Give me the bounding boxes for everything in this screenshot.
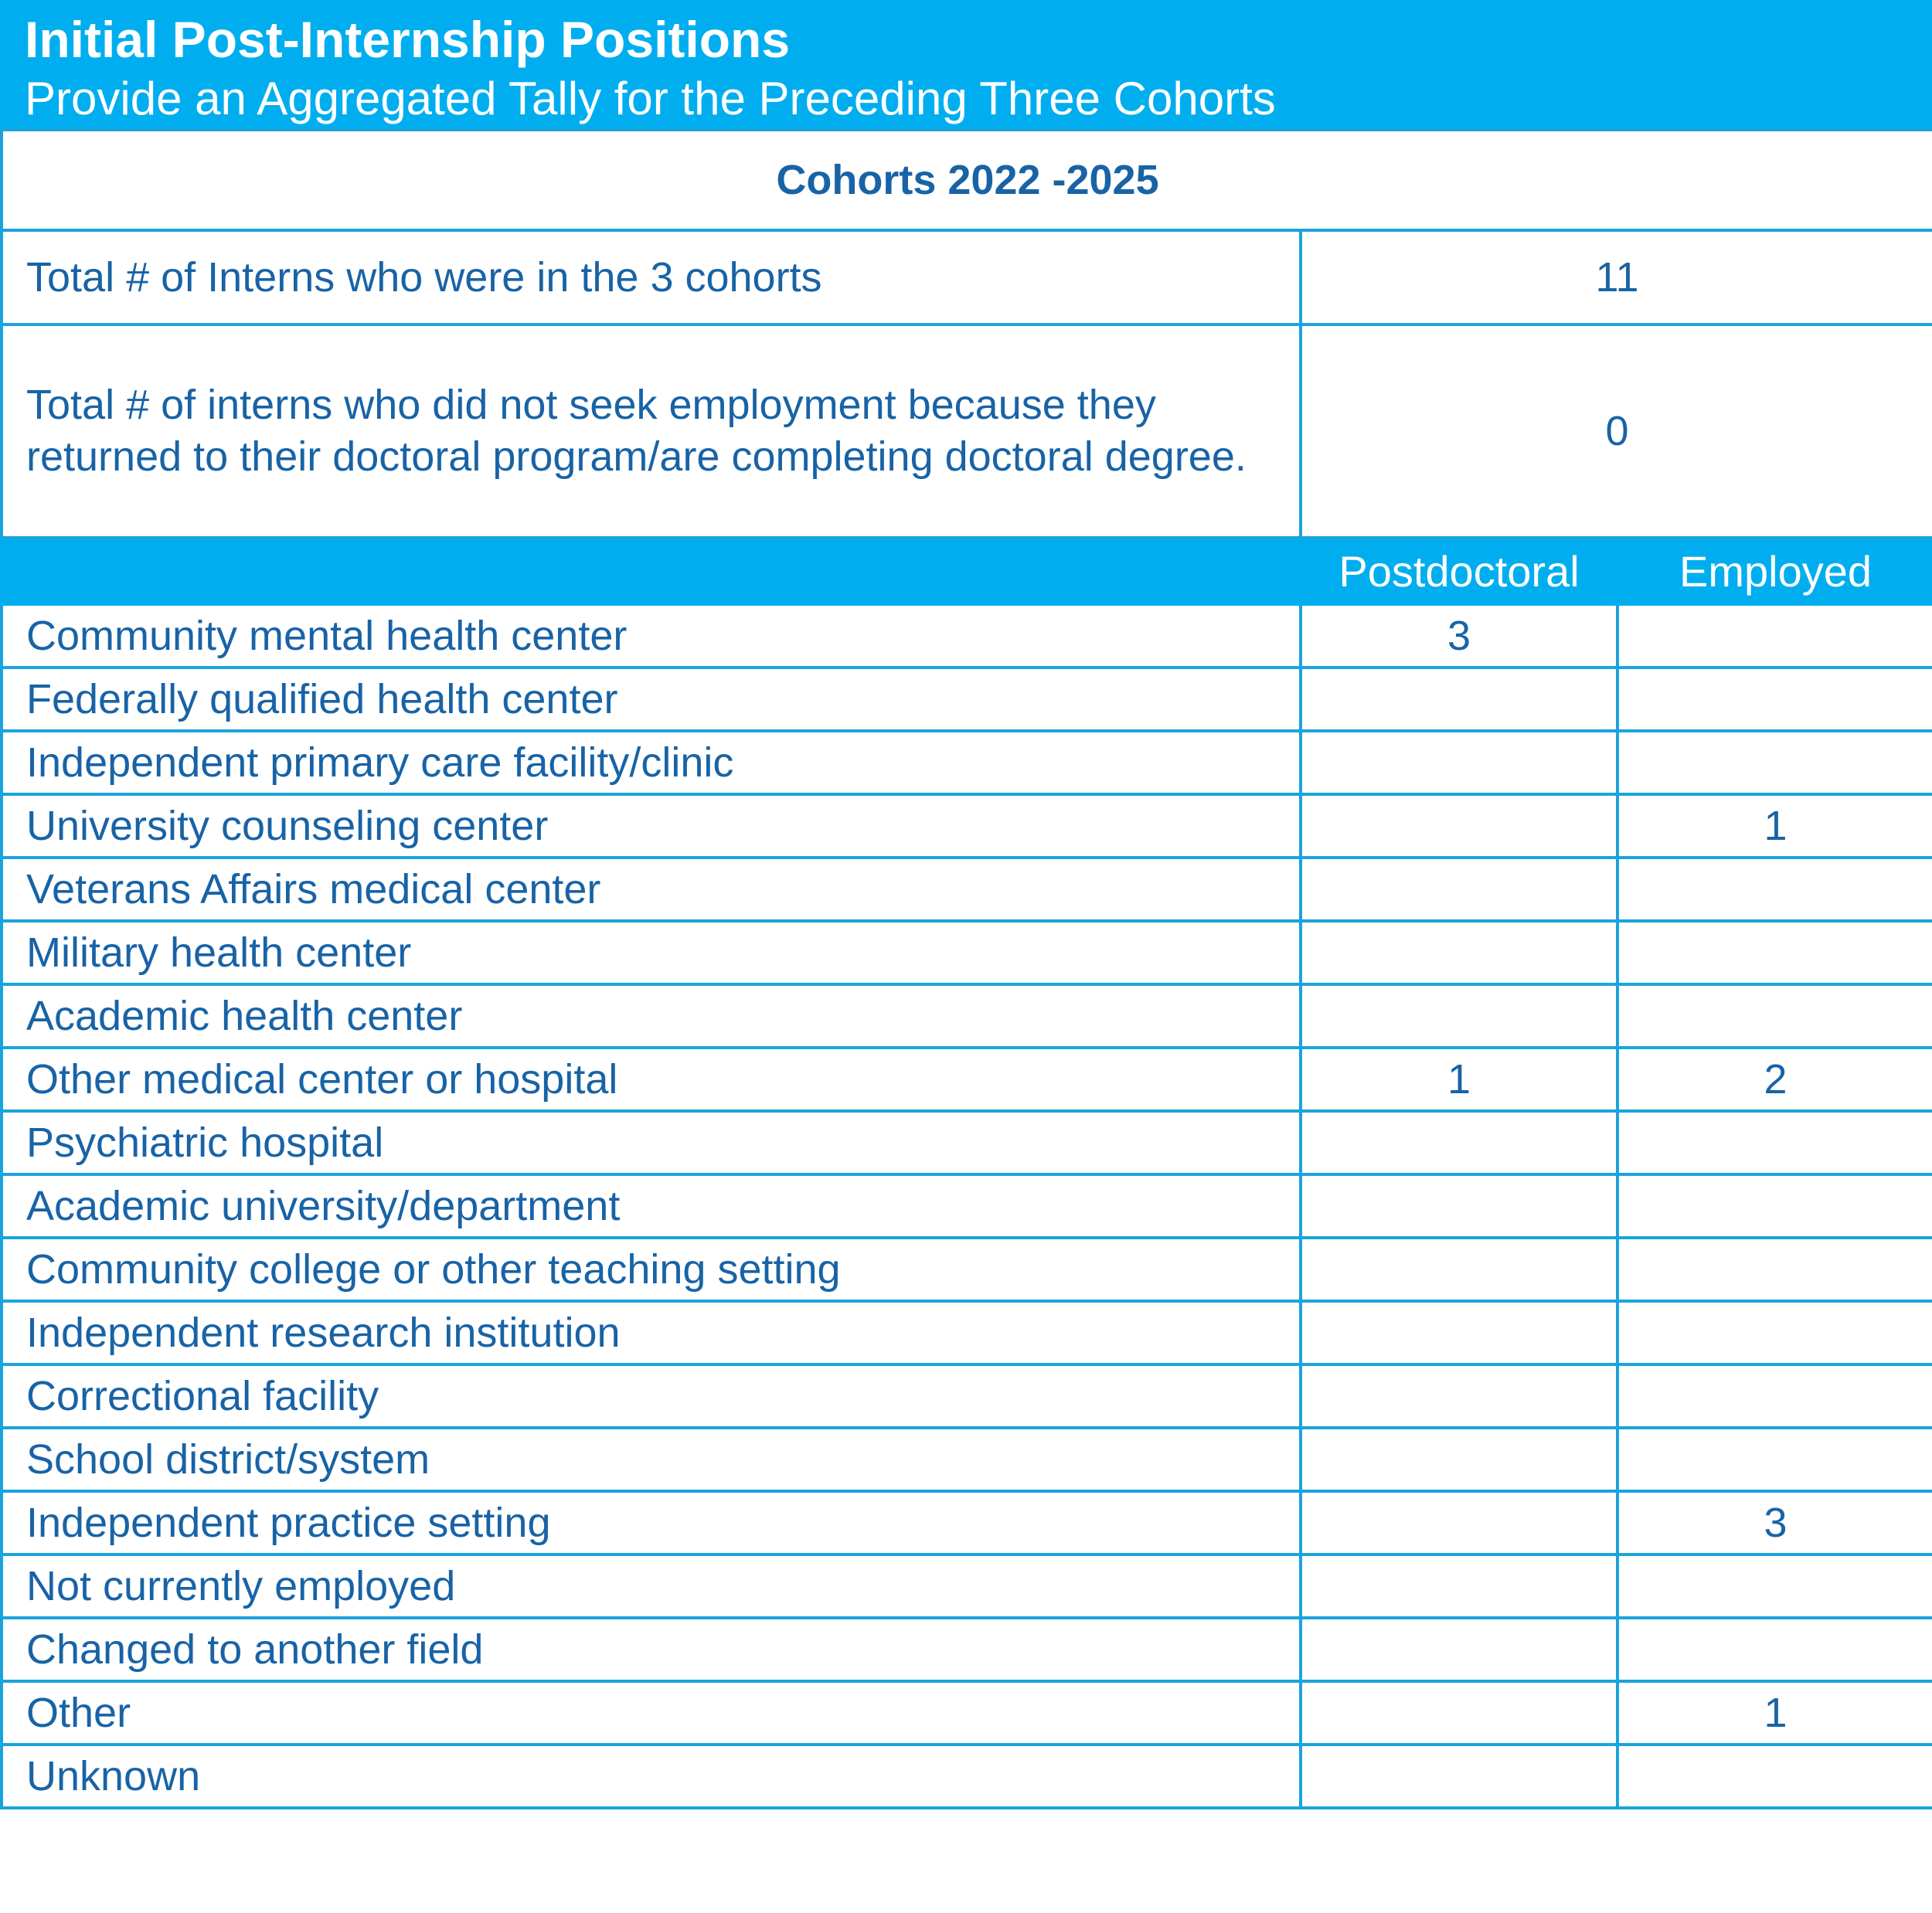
table-row: [2, 794, 1932, 858]
postdoctoral-count: [1301, 1301, 1617, 1364]
postdoctoral-count: [1301, 1491, 1617, 1555]
postdoctoral-count: [1301, 1428, 1617, 1491]
employed-count: [1617, 984, 1932, 1048]
postdoctoral-count: [1301, 1681, 1617, 1745]
employed-count: [1617, 1111, 1932, 1174]
employed-count: [1617, 1238, 1932, 1301]
cohorts-row: [2, 130, 1932, 230]
postdoctoral-count: [1301, 668, 1617, 731]
postdoctoral-count: [1301, 731, 1617, 794]
employed-count: [1617, 921, 1932, 984]
cohorts-label: Cohorts 2022 -2025: [2, 130, 1932, 230]
setting-label: Community mental health center: [2, 604, 1301, 668]
column-header-postdoctoral: Postdoctoral: [1301, 538, 1617, 604]
column-header-employed: Employed: [1617, 538, 1932, 604]
did-not-seek-row: [2, 324, 1932, 538]
table-row: [2, 1745, 1932, 1808]
total-interns-row: [2, 230, 1932, 324]
table-row: [2, 1364, 1932, 1428]
did-not-seek-value: 0: [1301, 324, 1932, 538]
employed-count: [1617, 604, 1932, 668]
employed-count: [1617, 1745, 1932, 1808]
employed-count: [1617, 1174, 1932, 1238]
table-row: [2, 1301, 1932, 1364]
postdoctoral-count: [1301, 984, 1617, 1048]
table-row: [2, 604, 1932, 668]
setting-label: Psychiatric hospital: [2, 1111, 1301, 1174]
setting-label: Veterans Affairs medical center: [2, 858, 1301, 921]
setting-label: School district/system: [2, 1428, 1301, 1491]
postdoctoral-count: 1: [1301, 1048, 1617, 1111]
employed-count: [1617, 1301, 1932, 1364]
table-row: [2, 1681, 1932, 1745]
employed-count: [1617, 1364, 1932, 1428]
header-banner: [0, 0, 1932, 131]
postdoctoral-count: [1301, 858, 1617, 921]
setting-label: Changed to another field: [2, 1618, 1301, 1681]
total-interns-value: 11: [1301, 230, 1932, 324]
setting-label: Unknown: [2, 1745, 1301, 1808]
employed-count: 2: [1617, 1048, 1932, 1111]
setting-label: University counseling center: [2, 794, 1301, 858]
postdoctoral-count: [1301, 1618, 1617, 1681]
employed-count: [1617, 731, 1932, 794]
table-row: [2, 1048, 1932, 1111]
table-row: [2, 731, 1932, 794]
setting-label: Independent research institution: [2, 1301, 1301, 1364]
page-title: Initial Post-Internship Positions: [25, 11, 791, 68]
employed-count: 3: [1617, 1491, 1932, 1555]
table-row: [2, 858, 1932, 921]
table-row: [2, 1111, 1932, 1174]
table-row: [2, 1555, 1932, 1618]
setting-label: Community college or other teaching setting: [2, 1238, 1301, 1301]
employed-count: [1617, 668, 1932, 731]
postdoctoral-count: [1301, 1111, 1617, 1174]
table-row: [2, 1491, 1932, 1555]
setting-label: Other medical center or hospital: [2, 1048, 1301, 1111]
did-not-seek-label: Total # of interns who did not seek employment because they returned to their doctoral program/are completing doctoral degree.: [2, 324, 1301, 538]
page-subtitle: Provide an Aggregated Tally for the Preceding Three Cohorts: [25, 73, 1276, 124]
postdoctoral-count: [1301, 921, 1617, 984]
employed-count: 1: [1617, 794, 1932, 858]
table-row: [2, 1238, 1932, 1301]
employed-count: [1617, 1618, 1932, 1681]
employed-count: [1617, 1428, 1932, 1491]
table-row: [2, 921, 1932, 984]
setting-label: Academic university/department: [2, 1174, 1301, 1238]
total-interns-label: Total # of Interns who were in the 3 cohorts: [2, 230, 1301, 324]
employed-count: [1617, 858, 1932, 921]
table-row: [2, 984, 1932, 1048]
positions-table: [0, 128, 1932, 1809]
setting-label: Military health center: [2, 921, 1301, 984]
table-row: [2, 1174, 1932, 1238]
postdoctoral-count: [1301, 794, 1617, 858]
employed-count: [1617, 1555, 1932, 1618]
table-row: [2, 1428, 1932, 1491]
setting-label: Other: [2, 1681, 1301, 1745]
setting-label: Academic health center: [2, 984, 1301, 1048]
setting-label: Independent primary care facility/clinic: [2, 731, 1301, 794]
employed-count: 1: [1617, 1681, 1932, 1745]
table-row: [2, 1618, 1932, 1681]
postdoctoral-count: [1301, 1174, 1617, 1238]
column-header-blank: [2, 538, 1301, 604]
postdoctoral-count: [1301, 1364, 1617, 1428]
postdoctoral-count: 3: [1301, 604, 1617, 668]
setting-label: Not currently employed: [2, 1555, 1301, 1618]
table-row: [2, 668, 1932, 731]
postdoctoral-count: [1301, 1745, 1617, 1808]
setting-label: Federally qualified health center: [2, 668, 1301, 731]
postdoctoral-count: [1301, 1555, 1617, 1618]
postdoctoral-count: [1301, 1238, 1617, 1301]
setting-label: Independent practice setting: [2, 1491, 1301, 1555]
setting-label: Correctional facility: [2, 1364, 1301, 1428]
column-header-row: [2, 538, 1932, 604]
